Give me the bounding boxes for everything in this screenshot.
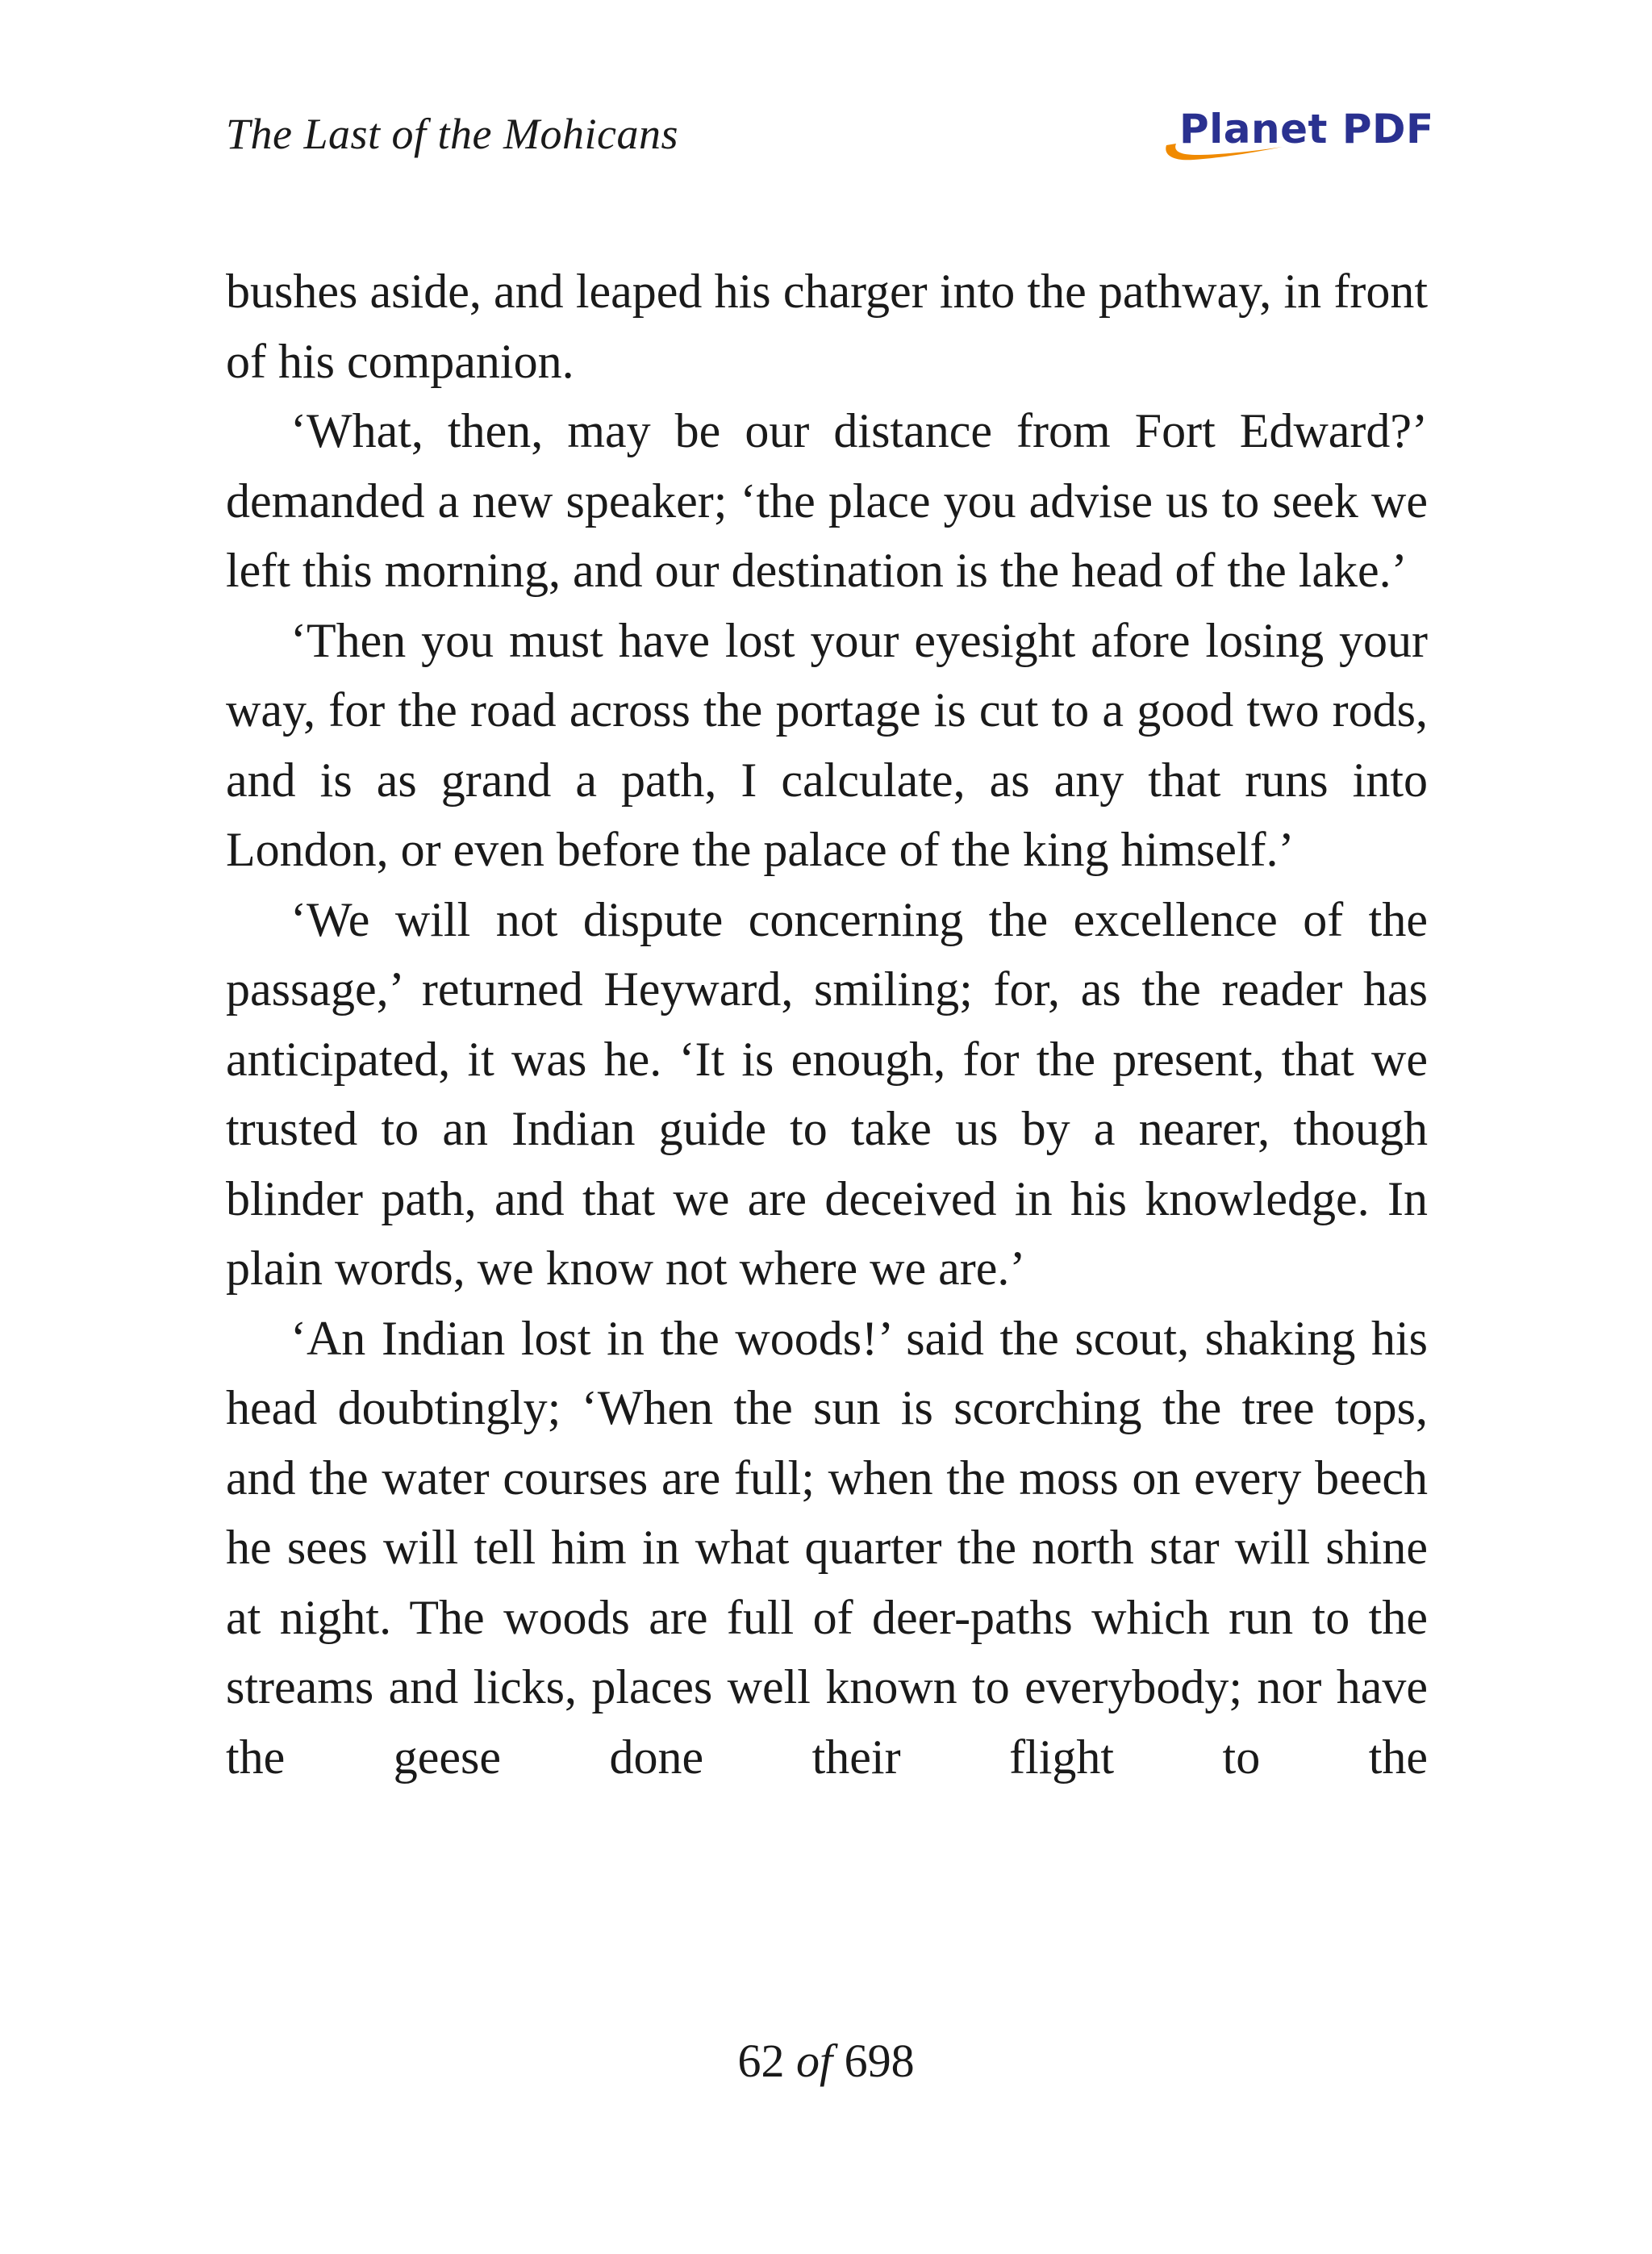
logo-text: Planet PDF bbox=[1179, 106, 1434, 152]
paragraph-3: ‘Then you must have lost your eyesight afore losing your way, for the road across the portage is cut to a good two rods, and is as grand a path, I calculate, as any that runs into London, or even before the palace of the king himself.’ bbox=[226, 613, 1428, 876]
of-label: of bbox=[795, 2035, 845, 2087]
paragraph-5: ‘An Indian lost in the woods!’ said the scout, shaking his head doubtingly; ‘When the sun is scorching the tree tops, and the water courses are full; when the moss on every beech he sees will tell him in what quarter the north star will shine at night. The woods are full of deer-paths which run to the streams and licks, places well known to everybody; nor have the geese done their flight to the bbox=[226, 1311, 1428, 1784]
page-number bbox=[0, 2033, 1652, 2089]
body-text bbox=[226, 257, 1428, 1792]
paragraph-4: ‘We will not dispute concerning the excellence of the passage,’ returned Heyward, smiling; for, as the reader has anticipated, it was he. ‘It is enough, for the present, that we trusted to an Indian guide to take us by a nearer, though blinder path, and that we are deceived in his knowledge. In plain words, we know not where we are.’ bbox=[226, 892, 1428, 1295]
current-page: 62 bbox=[737, 2035, 785, 2087]
planet-pdf-logo[interactable] bbox=[1162, 103, 1434, 168]
running-title: The Last of the Mohicans bbox=[226, 110, 678, 158]
paragraph-2: ‘What, then, may be our distance from Fort Edward?’ demanded a new speaker; ‘the place you advise us to seek we left this morning, and our destination is the head of the lake.’ bbox=[226, 404, 1428, 597]
total-pages: 698 bbox=[844, 2035, 915, 2087]
paragraph-1: bushes aside, and leaped his charger into the pathway, in front of his companion. bbox=[226, 265, 1428, 388]
